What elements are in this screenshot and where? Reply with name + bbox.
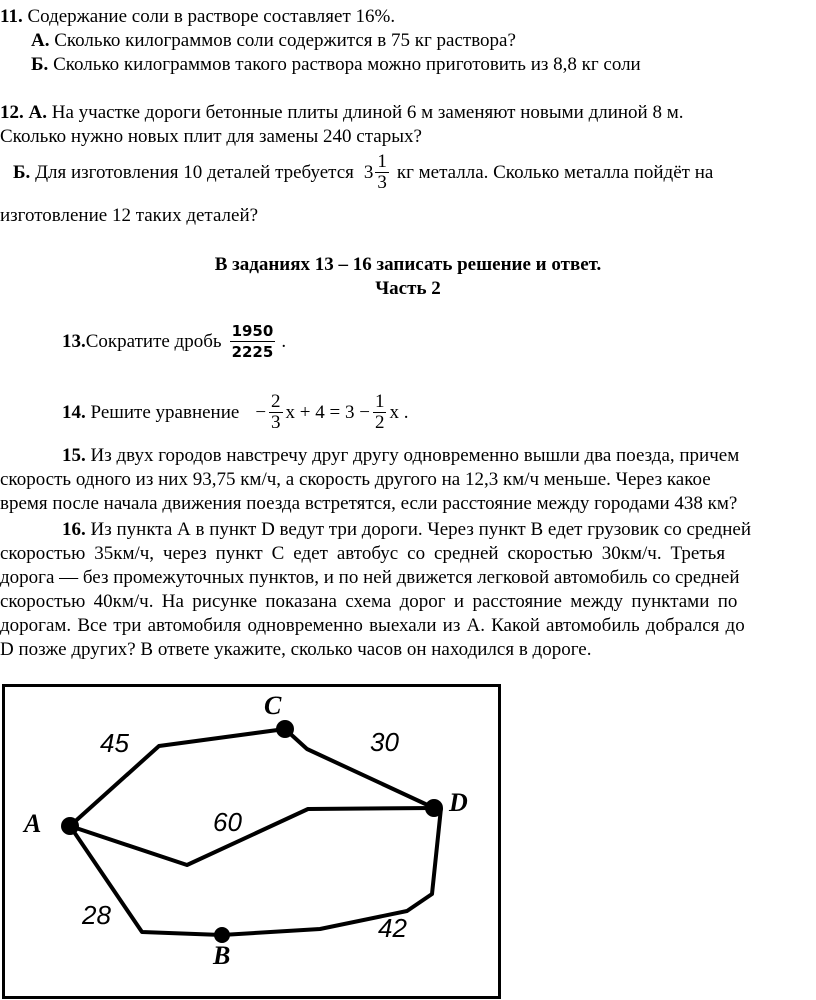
task14-text: Решите уравнение (90, 402, 240, 423)
task11-a-label: А. (31, 30, 50, 51)
task16-line2: скоростью 35км/ч, через пункт С едет автобус со средней скоростью 30км/ч. Третья (0, 543, 726, 564)
task12-b-line2: изготовление 12 таких деталей? (0, 205, 259, 226)
task11-header (0, 5, 395, 28)
task15-line3: время после начала движения поезда встретятся, если расстояние между городами 438 км? (0, 493, 738, 514)
section-title: Часть 2 (375, 278, 441, 299)
task16-line4: скоростью 40км/ч. На рисунке показана схема дорог и расстояние между пунктами по (0, 591, 738, 612)
task14-number: 14. (62, 402, 86, 423)
point-a-label: A (24, 809, 42, 838)
point-a-dot (61, 817, 79, 835)
equation-end: x . (389, 402, 409, 423)
fraction-denominator: 2225 (231, 343, 274, 361)
task13-text: Сократите дробь (85, 331, 222, 352)
fraction-denominator: 2 (374, 412, 385, 433)
point-c-label: C (264, 691, 282, 720)
equation (255, 392, 408, 433)
equation-fraction-1 (269, 392, 283, 433)
task15-line2: скорость одного из них 93,75 км/ч, а скорость другого на 12,3 км/ч меньше. Через какое (0, 469, 711, 490)
point-d-label: D (449, 788, 468, 817)
task12-number: 12. А. (0, 102, 47, 123)
fraction-numerator: 1 (374, 391, 385, 412)
task12-b-text-after: кг металла. Сколько металла пойдёт на (396, 162, 714, 183)
mixed-number (364, 152, 389, 193)
mixed-number-fraction (375, 152, 389, 193)
task14 (62, 392, 408, 433)
task12-b-label: Б. (13, 162, 31, 183)
task16-line1 (62, 518, 751, 541)
task13-number: 13. (62, 331, 86, 352)
mixed-number-whole: 3 (363, 162, 374, 183)
fraction-denominator: 3 (377, 172, 387, 193)
fraction-denominator: 3 (271, 412, 281, 433)
equation-middle: x + 4 = 3 − (285, 402, 370, 423)
task15-line1 (62, 444, 739, 467)
task16-line5: дорогам. Все три автомобиля одновременно выехали из А. Какой автомобиль добрался до (0, 615, 745, 636)
fraction-numerator: 1950 (231, 322, 274, 340)
road-diagram (2, 684, 502, 1000)
task11-part-b (31, 53, 641, 76)
section-instruction: В заданиях 13 – 16 записать решение и ответ. (214, 254, 602, 275)
task12-part-a (0, 101, 684, 124)
task12-part-b (13, 152, 713, 193)
task16-line1-text: Из пункта А в пункт D ведут три дороги. Через пункт В едет грузовик со средней (90, 519, 752, 540)
task16-number: 16. (62, 519, 86, 540)
task11-part-a (31, 29, 516, 52)
task15-number: 15. (62, 445, 86, 466)
task11-b-text: Сколько килограммов такого раствора можно приготовить из 8,8 кг соли (53, 54, 641, 75)
distance-b-d: 42 (378, 913, 407, 943)
task11-number: 11. (0, 6, 23, 27)
task15-line1-text: Из двух городов навстречу друг другу одновременно вышли два поезда, причем (90, 445, 740, 466)
task13-end: . (281, 331, 287, 352)
task11-a-text: Сколько килограммов соли содержится в 75 кг раствора? (54, 30, 516, 51)
point-b-label: B (213, 941, 231, 970)
task16-line6: D позже других? В ответе укажите, сколько часов он находился в дороге. (0, 639, 592, 660)
task16-line3: дорога — без промежуточных пунктов, и по ней движется легковой автомобиль со средней (0, 567, 740, 588)
task12-a-line1: На участке дороги бетонные плиты длиной 6 м заменяют новыми длиной 8 м. (51, 102, 684, 123)
task13-fraction (230, 321, 276, 362)
point-c-dot (276, 720, 294, 738)
task12-b-text-before: Для изготовления 10 деталей требуется (35, 162, 354, 183)
distance-a-c: 45 (100, 728, 129, 758)
point-d-dot (425, 799, 443, 817)
distance-a-d: 60 (213, 807, 242, 837)
task12-a-line2: Сколько нужно новых плит для замены 240 старых? (0, 126, 422, 147)
task11-text: Содержание соли в растворе составляет 16%. (27, 6, 396, 27)
fraction-numerator: 2 (271, 391, 281, 412)
equation-minus: − (255, 402, 267, 423)
distance-a-b: 28 (82, 900, 111, 930)
task13 (62, 321, 286, 362)
distance-c-d: 30 (370, 727, 399, 757)
equation-fraction-2 (373, 392, 387, 433)
fraction-numerator: 1 (377, 151, 387, 172)
task11-b-label: Б. (31, 54, 49, 75)
